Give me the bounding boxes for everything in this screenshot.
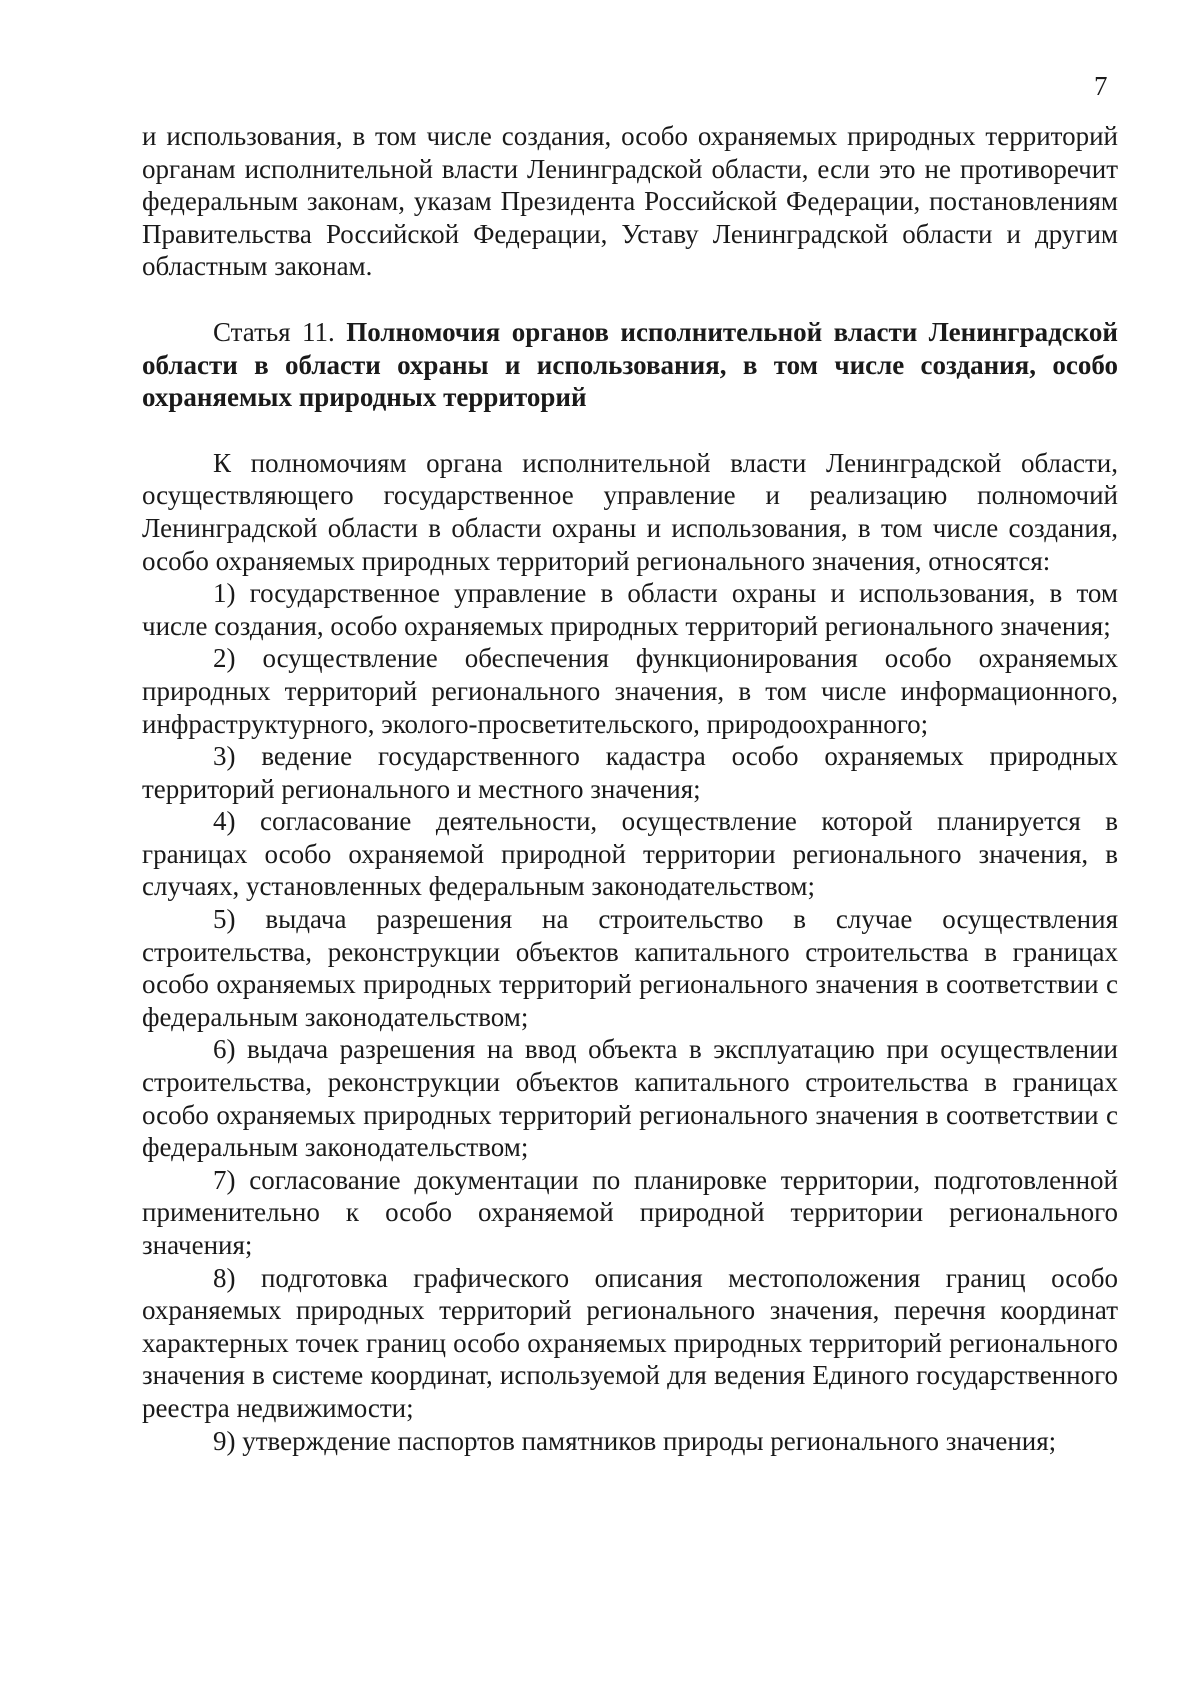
list-item: 6) выдача разрешения на ввод объекта в эксплуатацию при осуществлении строительства, реконструкции объектов капитального строительства в границах особо охраняемых природных территорий регионального значения в соответствии с федеральным законодательством; (142, 1034, 1118, 1163)
article-heading (142, 316, 1118, 414)
intro-paragraph: и использования, в том числе создания, особо охраняемых природных территорий органам исполнительной власти Ленинградской области, если это не противоречит федеральным законам, указам Президента Российской Федерации, постановлениям Правительства Российской Федерации, Уставу Ленинградской области и другим областным законам. (142, 121, 1118, 282)
document-body (142, 120, 1118, 1457)
list-item: 7) согласование документации по планировке территории, подготовленной применительно к особо охраняемой природной территории регионального значения; (142, 1164, 1118, 1260)
list-item: 3) ведение государственного кадастра особо охраняемых природных территорий регионального и местного значения; (142, 741, 1118, 804)
list-item: 5) выдача разрешения на строительство в случае осуществления строительства, реконструкции объектов капитального строительства в границах особо охраняемых природных территорий регионального значения в соответствии с федеральным законодательством; (142, 904, 1118, 1032)
article-title: Полномочия органов исполнительной власти Ленинградской области в области охраны и использования, в том числе создания, особо охраняемых природных территорий (142, 316, 1118, 413)
body-paragraph: К полномочиям органа исполнительной власти Ленинградской области, осуществляющего государственное управление и реализацию полномочий Ленинградской области в области охраны и использования, в том числе создания, особо охраняемых природных территорий регионального значения, относятся: (142, 447, 1118, 576)
list-item: 4) согласование деятельности, осуществление которой планируется в границах особо охраняемой природной территории регионального значения, в случаях, установленных федеральным законодательством; (142, 806, 1118, 902)
list-item: 1) государственное управление в области охраны и использования, в том числе создания, особо охраняемых природных территорий регионального значения; (142, 578, 1118, 641)
list-item: 9) утверждение паспортов памятников природы регионального значения; (213, 1425, 1057, 1456)
list-item: 8) подготовка графического описания местоположения границ особо охраняемых природных территорий регионального значения, перечня координат характерных точек границ особо охраняемых природных территорий регионального значения в системе координат, используемой для ведения Единого государственного реестра недвижимости; (142, 1262, 1118, 1423)
list-item: 2) осуществление обеспечения функционирования особо охраняемых природных территорий регионального значения, в том числе информационного, инфраструктурного, эколого-просветительского, природоохранного; (142, 643, 1118, 739)
article-label: Статья 11. (213, 316, 335, 347)
page-number: 7 (1094, 71, 1108, 101)
